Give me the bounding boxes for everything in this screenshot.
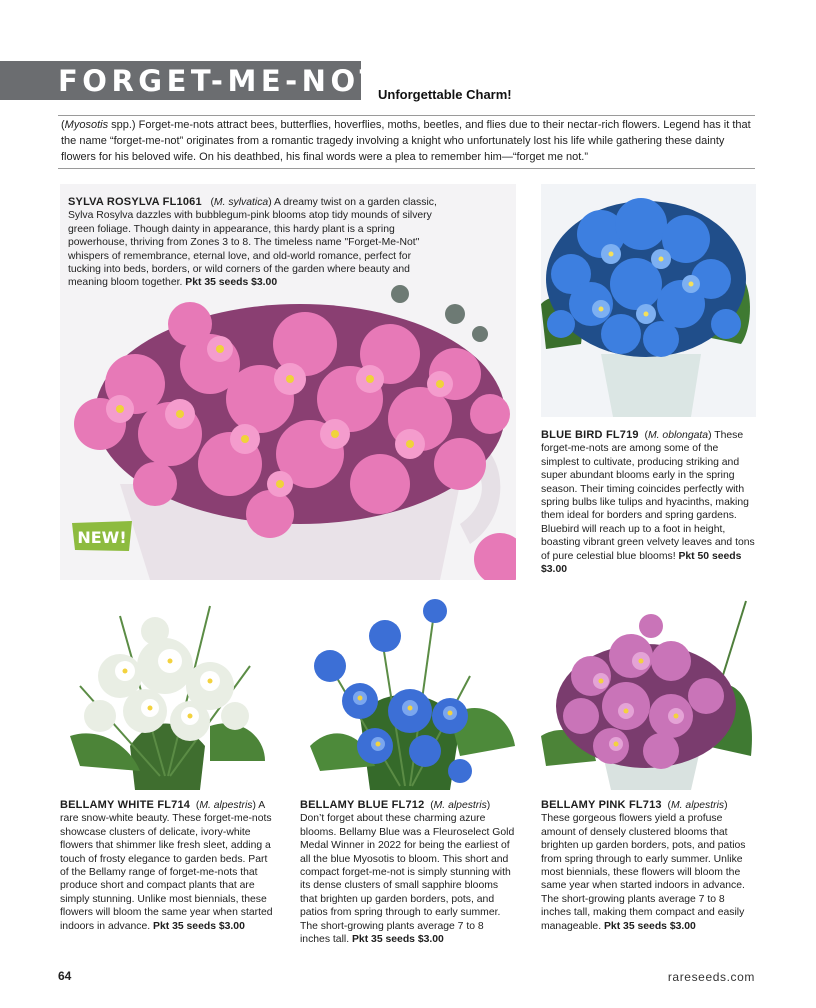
- page-number: 64: [58, 969, 72, 983]
- product-name: BELLAMY BLUE FL712: [300, 799, 425, 811]
- product-name: BLUE BIRD FL719: [541, 429, 639, 441]
- product-name: SYLVA ROSYLVA FL1061: [68, 196, 202, 208]
- intro-divider: [58, 168, 755, 169]
- page-tagline: Unforgettable Charm!: [378, 87, 512, 102]
- new-badge-label: NEW!: [77, 528, 127, 547]
- product-description: ) These gorgeous flowers yield a profuse amount of densely clustered blooms that brighten up garden borders, pots, and patios from spring through to early summer. Unlike most biennials, these flowers will bloom the same year when started indoors in advance. The short-growing plants average 7 to 8 inches tall, making them compact and easily manageable.: [541, 800, 746, 932]
- bellamy-blue-description: BELLAMY BLUE FL712 (M. alpestris) Don’t forget about these charming azure blooms. Bellamy Blue was a Fleuroselect Gold Medal Winner in 2022 for being the earliest of all the blue Myosotis to bloom. This short and compact forget-me-not is simply stunning with its dense clusters of small sapphire blooms that brighten up garden borders, pots, and patios from spring through to early summer. The short-growing plants average 7 to 8 inches tall. Pkt 35 seeds $3.00: [300, 799, 515, 946]
- product-description: ) Don’t forget about these charming azure blooms. Bellamy Blue was a Fleuroselect Gold Medal Winner in 2022 for being the earliest of all the blue Myosotis to bloom. This short and compact forget-me-not is simply stunning with its dense clusters of small sapphire blooms that brighten up garden borders, pots, and patios from spring through to early summer. The short-growing plants average 7 to 8 inches tall.: [300, 800, 515, 946]
- product-species: M. alpestris: [199, 800, 253, 811]
- top-divider: [58, 115, 755, 116]
- product-price: Pkt 35 seeds $3.00: [603, 920, 696, 932]
- product-species: M. oblongata: [647, 430, 709, 441]
- product-price: Pkt 35 seeds $3.00: [351, 934, 444, 946]
- product-name: BELLAMY PINK FL713: [541, 799, 662, 811]
- product-species: M. sylvatica: [213, 197, 269, 208]
- blue-bird-photo: [541, 184, 756, 417]
- blue-bird-description: BLUE BIRD FL719 (M. oblongata) These forget-me-nots are among some of the simplest to cultivate, producing striking and super abundant blooms early in the spring season. Their timing coincides perfectly with spring bulbs like tulips and hyacinths, making them ideal for borders and spring gardens. Bluebird will reach up to a foot in height, boasting vibrant green velvety leaves and tons of pure celestial blue blooms! Pkt 50 seeds $3.00: [541, 429, 755, 576]
- intro-genus: Myosotis: [64, 119, 109, 131]
- product-species: M. alpestris: [670, 800, 725, 811]
- product-description: ) A rare snow-white beauty. These forget-me-nots showcase clusters of delicate, ivory-white flowers that shimmer like fresh sleet, adding a touch of frosty elegance to garden beds. Part of the Bellamy range of forget-me-nots that produce short and compact plants that are simply stunning. Unlike most biennials, these flowers will bloom the same year when started indoors in advance.: [60, 800, 273, 932]
- pink-flower-photo: [541, 596, 756, 790]
- intro-text: spp.) Forget-me-nots attract bees, butterflies, hoverflies, moths, beetles, and flies due to their nectar-rich flowers. Legend has it that the name “forget-me-not” originates from a romantic tragedy involving a knight who unfortunately lost his life while gathering these dainty flowers for his beloved wife. On his deathbed, his final words were a plea to remember him—“forget me not.”: [61, 119, 751, 163]
- intro-paragraph: (Myosotis spp.) Forget-me-nots attract bees, butterflies, hoverflies, moths, beetles, and flies due to their nectar-rich flowers. Legend has it that the name “forget-me-not” originates from a romantic tragedy involving a knight who unfortunately lost his life while gathering these dainty flowers for his beloved wife. On his deathbed, his final words were a plea to remember him—“forget me not.”: [61, 119, 751, 163]
- bellamy-pink-photo: [541, 596, 756, 790]
- website-link[interactable]: rareseeds.com: [667, 970, 755, 984]
- new-badge: [72, 521, 132, 551]
- bellamy-white-photo: [60, 596, 275, 790]
- bellamy-blue-photo: [300, 596, 516, 790]
- product-price: Pkt 35 seeds $3.00: [153, 920, 245, 932]
- page-title: FORGET-ME-NOTS: [58, 64, 410, 98]
- blue-flower-photo: [541, 184, 756, 417]
- product-price: Pkt 50 seeds $3.00: [541, 550, 742, 576]
- product-description: ) These forget-me-nots are among some of the simplest to cultivate, producing striking and super abundant blooms early in the spring season. Their timing coincides perfectly with spring bulbs like tulips and hyacinths, making them ideal for borders and spring gardens. Bluebird will reach up to a foot in height, boasting vibrant green velvety leaves and tons of pure celestial blue blooms!: [541, 430, 755, 562]
- bellamy-pink-description: BELLAMY PINK FL713 (M. alpestris) These gorgeous flowers yield a profuse amount of densely clustered blooms that brighten up garden borders, pots, and patios from spring through to early summer. Unlike most biennials, these flowers will bloom the same year when started indoors in advance. The short-growing plants average 7 to 8 inches tall, making them compact and easily manageable. Pkt 35 seeds $3.00: [541, 799, 746, 932]
- white-flower-photo: [60, 596, 275, 790]
- product-description: ) A dreamy twist on a garden classic, Sylva Rosylva dazzles with bubblegum-pink blooms atop tidy mounds of silvery green foliage. Though dainty in appearance, this hardy plant is a spring powerhouse, thriving from Zones 3 to 8. The timeless name "Forget-Me-Not" whispers of remembrance, eternal love, and old-world romance, perfect for tucking into beds, borders, or wild corners of the garden where beauty and meaning bloom together.: [68, 197, 437, 289]
- product-species: M. alpestris: [433, 800, 487, 811]
- blue-flower-photo: [300, 596, 516, 790]
- bellamy-white-description: BELLAMY WHITE FL714 (M. alpestris) A rare snow-white beauty. These forget-me-nots showcase clusters of delicate, ivory-white flowers that shimmer like fresh sleet, adding a touch of frosty elegance to garden beds. Part of the Bellamy range of forget-me-nots that produce short and compact plants that are simply stunning. Unlike most biennials, these flowers will bloom the same year when started indoors in advance. Pkt 35 seeds $3.00: [60, 799, 273, 932]
- sylva-rosylva-description: SYLVA ROSYLVA FL1061 (M. sylvatica) A dreamy twist on a garden classic, Sylva Rosylva dazzles with bubblegum-pink blooms atop tidy mounds of silvery green foliage. Though dainty in appearance, this hardy plant is a spring powerhouse, thriving from Zones 3 to 8. The timeless name "Forget-Me-Not" whispers of remembrance, eternal love, and old-world romance, perfect for tucking into beds, borders, or wild corners of the garden where beauty and meaning bloom together. Pkt 35 seeds $3.00: [68, 196, 437, 289]
- product-name: BELLAMY WHITE FL714: [60, 799, 191, 811]
- product-price: Pkt 35 seeds $3.00: [185, 277, 278, 289]
